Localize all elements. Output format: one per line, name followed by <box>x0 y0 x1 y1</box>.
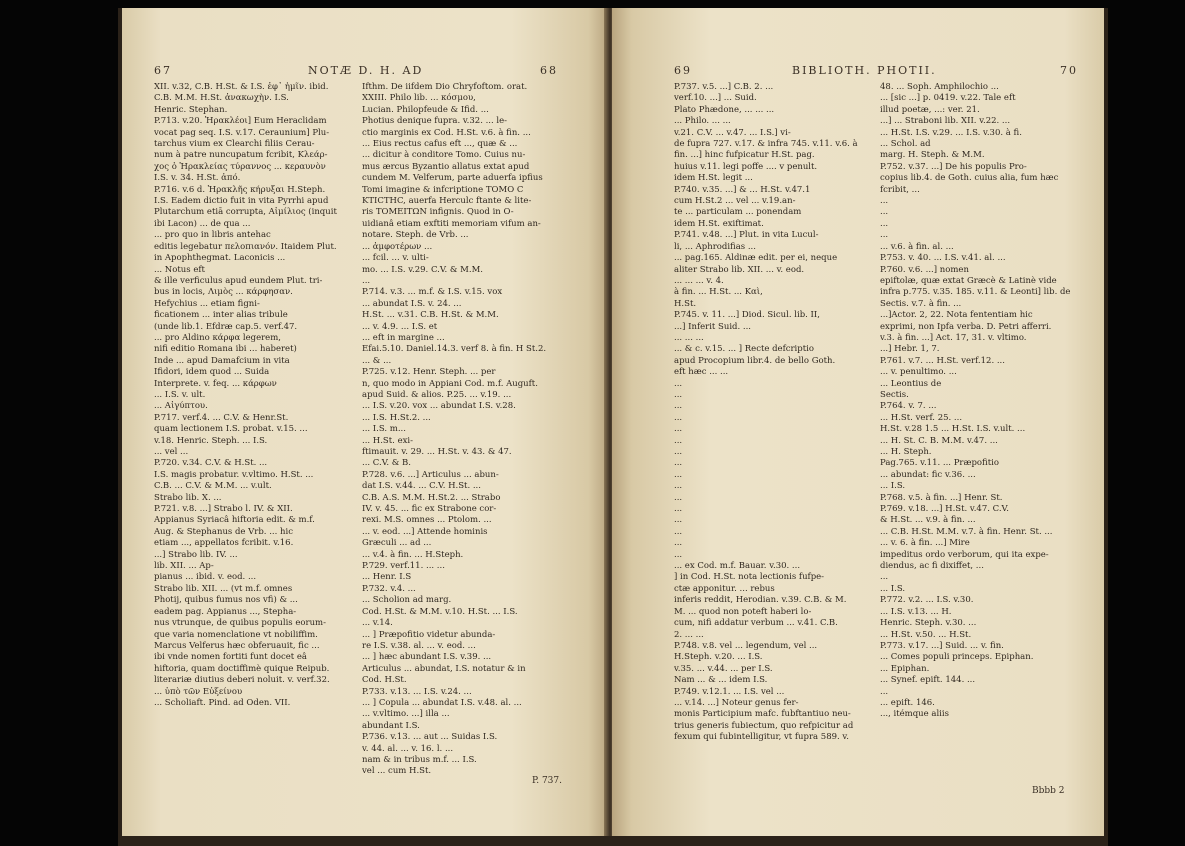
text-line: pianus ... ibid. v. eod. ... <box>154 572 257 583</box>
text-line: Aug. & Stephanus de Vrb. ... hic <box>154 526 293 537</box>
left-page <box>122 8 608 836</box>
text-line: ... ὑπὸ τῶν Εὐξείνου <box>154 686 243 697</box>
running-head-left: NOTÆ D. H. AD <box>308 64 424 77</box>
text-line: ... I.S. H.St.2. ... <box>362 412 431 423</box>
text-line: Tomi imagine & infcriptione TOMO C <box>362 184 524 195</box>
text-line: P.749. v.12.1. ... I.S. vel ... <box>674 686 785 697</box>
text-line: idem H.St. legit ... <box>674 173 753 184</box>
text-line: Ifthm. De iifdem Dio Chryfoftom. orat. <box>362 82 528 92</box>
text-line: ... <box>674 424 683 435</box>
text-line: Plato Phædone, ... ... ... <box>674 104 775 115</box>
text-line: ... Epiphan. <box>880 663 930 674</box>
text-line: ctio marginis ex Cod. H.St. v.6. à fin. ... <box>362 127 531 138</box>
text-line: eft hæc ... ... <box>674 367 729 378</box>
text-line: ctæ apponitur. ... rebus <box>674 583 775 594</box>
text-line: Strabo lib. XII. ... (vt m.f. omnes <box>154 583 293 594</box>
text-line: inferis reddit, Herodian. v.39. C.B. & M. <box>674 595 847 606</box>
text-line: & ille verficulus apud eundem Plut. tri- <box>154 275 323 286</box>
text-line: v.3. à fin. ...] Act. 17, 31. v. vltimo. <box>880 332 1027 343</box>
text-line: ... v. 6. à fin. ...] Mire <box>880 538 970 549</box>
text-line: ... ] hæc abundant I.S. v.39. ... <box>362 652 492 663</box>
right-page-column-2 <box>880 82 1076 721</box>
running-head-right: BIBLIOTH. PHOTII. <box>792 64 937 77</box>
text-line: Interprete. v. feq. ... κάρφων <box>154 378 277 389</box>
text-line: ... ... ... <box>674 332 704 343</box>
text-line: uidianâ etiam exftiti memoriam vifum an- <box>362 218 541 229</box>
text-line: ... pag.165. Aldinæ edit. per ei, neque <box>674 253 838 264</box>
text-line: Photij, quibus fumus nos vfi) & ... <box>154 595 298 606</box>
text-line: Cod. H.St. <box>362 675 407 686</box>
text-line: monis Participium mafc. fubftantiuo neu- <box>674 709 851 720</box>
text-line: ... <box>674 378 683 389</box>
text-line: ... v. penultimo. ... <box>880 367 957 378</box>
text-line: lib. XII. ... Ap- <box>154 561 214 572</box>
text-line: P.764. v. 7. ... <box>880 401 937 412</box>
text-line: ... ] Copula ... abundat I.S. v.48. al. ... <box>362 697 522 708</box>
text-line: (unde lib.1. Efdræ cap.5. verf.47. <box>154 321 298 332</box>
text-line: P.773. v.17. ...] Suid. ... v. fin. <box>880 640 1004 651</box>
text-line: I.S. magis probatur. v.vltimo. H.St. ... <box>154 469 314 480</box>
text-line: ... <box>674 458 683 469</box>
text-line: v.35. ... v.44. ... per I.S. <box>674 663 773 674</box>
text-line: ftimauit. v. 29. ... H.St. v. 43. & 47. <box>362 447 512 457</box>
text-line: ... H. St. C. B. M.M. v.47. ... <box>880 435 998 446</box>
text-line: ... H.St. I.S. v.29. ... I.S. v.30. à fi. <box>880 127 1022 138</box>
text-line: Sectis. <box>880 389 909 400</box>
text-line: ... C.B. H.St. M.M. v.7. à fin. Henr. St. ... <box>880 526 1053 537</box>
text-line: Sectis. v.7. à fin. ... <box>880 298 962 309</box>
text-line: ... epift. 146. <box>880 697 935 708</box>
text-line: P.732. v.4. ... <box>362 583 416 594</box>
text-line: ... [sic ...] p. 0419. v.22. Tale eft <box>880 93 1016 104</box>
text-line: P.761. v.7. ... H.St. verf.12. ... <box>880 355 1005 366</box>
text-line: à fin. ... H.St. ... Kαὶ, <box>674 287 763 298</box>
text-line: fexum qui fubintelligitur, vt fupra 589. v. <box>674 732 849 743</box>
text-line: Ifidori, idem quod ... Suida <box>154 367 270 378</box>
text-line: ... v.4. à fin. ... H.Steph. <box>362 549 464 560</box>
text-line: ... H. Steph. <box>880 447 932 457</box>
text-line: ... <box>674 435 683 446</box>
text-line: P.728. v.6. ...] Articulus ... abun- <box>362 469 499 480</box>
text-line: ... <box>674 481 683 492</box>
text-line: Græculi ... ad ... <box>362 538 432 549</box>
text-line: ... <box>674 504 683 515</box>
text-line: ... I.S. v.20. vox ... abundat I.S. v.28. <box>362 401 516 412</box>
text-line: ... ... ... v. 4. <box>674 275 724 286</box>
text-line: aliter Strabo lib. XII. ... v. eod. <box>674 264 805 275</box>
text-line: ... dicitur à conditore Tomo. Cuius nu- <box>362 150 526 161</box>
text-line: ... C.V. & B. <box>362 458 411 469</box>
text-line: apud Suid. & alios. P.25. ... v.19. ... <box>362 389 512 400</box>
text-line: C.B. ... C.V. & M.M. ... v.ult. <box>154 481 272 492</box>
text-line: ... I.S. <box>880 583 906 594</box>
text-line: C.B. A.S. M.M. H.St.2. ... Strabo <box>362 492 501 503</box>
text-line: P.745. v. 11. ...] Diod. Sicul. lib. II, <box>674 310 820 321</box>
text-line: Photius denique fupra. v.32. ... le- <box>362 116 508 127</box>
text-line: ... Eius rectus cafus eft ..., quæ & ... <box>362 139 518 150</box>
text-line: IV. v. 45. ... fic ex Strabone cor- <box>362 504 497 515</box>
right-page <box>612 8 1104 836</box>
text-line: ... <box>674 447 683 457</box>
text-line: ... Notus eft <box>154 264 205 275</box>
text-line: ..., itémque aliis <box>880 709 949 720</box>
text-line: vocat pag seq. I.S. v.17. Ceraunium] Plu- <box>154 127 330 138</box>
text-line: χος ὁ Ἡρακλείας τύραννος ... κεραυνὸν <box>154 161 326 172</box>
text-line: bus in locis, Λιμὸς ... κάρφησαν. <box>154 287 293 298</box>
text-line: ... <box>880 230 889 241</box>
text-line: XII. v.32, C.B. H.St. & I.S. ἐφ᾽ ἡμῖν. ibid. <box>154 82 329 92</box>
text-line: trius generis fubiectum, quo refpicitur ad <box>674 720 854 731</box>
text-line: P.760. v.6. ...] nomen <box>880 264 969 275</box>
text-line: Cod. H.St. & M.M. v.10. H.St. ... I.S. <box>362 606 518 617</box>
page-number-69: 69 <box>674 64 692 77</box>
text-line: P.720. v.34. C.V. & H.St. ... <box>154 458 268 469</box>
text-line: vel ... cum H.St. <box>362 766 432 777</box>
text-line: ... <box>674 412 683 423</box>
text-line: ...] ... Straboni lib. XII. v.22. ... <box>880 116 1011 127</box>
text-line: P.752. v.37. ...] De his populis Pro- <box>880 161 1027 172</box>
text-line: ...] Inferit Suid. ... <box>674 321 751 332</box>
text-line: ... v.6. à fin. al. ... <box>880 241 954 252</box>
text-line: ... vel ... <box>154 447 189 457</box>
text-line: P.769. v.18. ...] H.St. v.47. C.V. <box>880 504 1009 515</box>
text-line: apud Procopium libr.4. de bello Goth. <box>674 355 836 366</box>
text-line: ... Αἰγύπτου. <box>154 401 208 412</box>
text-line: v.18. Henric. Steph. ... I.S. <box>154 435 268 446</box>
text-line: ... v.14. <box>362 618 393 629</box>
text-line: cum H.St.2 ... vel ... v.19.an- <box>674 196 796 207</box>
text-line: ... v. eod. ...] Attende hominis <box>362 526 488 537</box>
text-line: M. ... quod non poteft haberi lo- <box>674 606 812 617</box>
text-line: nus vtrunque, de quibus populis eorum- <box>154 618 326 629</box>
text-line: ... v.vltimo. ...] illa ... <box>362 709 450 720</box>
text-line: ... ] Præpofitio videtur abunda- <box>362 629 496 640</box>
text-line: Nam ... & ... idem I.S. <box>674 675 768 686</box>
text-line: Articulus ... abundat, I.S. notatur & in <box>362 663 526 674</box>
text-line: ... <box>674 492 683 503</box>
text-line: epiftolæ, quæ extat Græcè & Latinè vide <box>880 275 1057 286</box>
text-line: Henric. Steph. v.30. ... <box>880 618 977 629</box>
text-line: notare. Steph. de Vrb. ... <box>362 230 469 241</box>
text-line: ... abundat I.S. v. 24. ... <box>362 298 462 309</box>
page-number-70: 70 <box>1060 64 1078 77</box>
text-line: idem H.St. exiftimat. <box>674 218 764 229</box>
text-line: ... abundat: fic v.36. ... <box>880 469 976 480</box>
text-line: Efai.5.10. Daniel.14.3. verf 8. à fin. H St.2. <box>362 344 547 355</box>
text-line: ... v. 4.9. ... I.S. et <box>362 321 438 332</box>
text-line: ... <box>674 526 683 537</box>
text-line: literariæ diutius deberi noluit. v. verf.32. <box>154 675 330 686</box>
text-line: ... Henr. I.S <box>362 572 412 583</box>
text-line: abundant I.S. <box>362 720 420 731</box>
text-line: ... <box>880 218 889 229</box>
text-line: copius lib.4. de Goth. cuius alia, fum hæc <box>880 173 1059 184</box>
left-page-column-2 <box>362 82 558 778</box>
text-line: ... Scholion ad marg. <box>362 595 452 606</box>
text-line: de fupra 727. v.17. & infra 745. v.11. v.6. à <box>674 139 858 150</box>
text-line: Pag.765. v.11. ... Præpofitio <box>880 458 999 469</box>
text-line: ... <box>674 401 683 412</box>
text-line: fcribit, ... <box>880 184 920 195</box>
text-line: Marcus Velferus hæc obferuauit, fic ... <box>154 640 320 651</box>
text-line: quam lectionem I.S. probat. v.15. ... <box>154 424 308 435</box>
text-line: P.714. v.3. ... m.f. & I.S. v.15. vox <box>362 287 503 298</box>
text-line: P.753. v. 40. ... I.S. v.41. al. ... <box>880 253 1006 264</box>
text-line: ... <box>674 515 683 526</box>
text-line: ... H.St. v.50. ... H.St. <box>880 629 972 640</box>
text-line: ...]Actor. 2, 22. Nota fententiam hic <box>880 310 1033 321</box>
text-line: que varia nomenclatione vt nobiliffim. <box>154 629 318 640</box>
text-line: rexi. M.S. omnes ... Ptolom. ... <box>362 515 492 526</box>
text-line: ... <box>880 686 889 697</box>
text-line: KTICTHC, auerfa Herculc ftante & lite- <box>362 196 532 207</box>
text-line: ... & c. v.15. ... ] Recte defcriptio <box>674 344 814 355</box>
text-line: n, quo modo in Appiani Cod. m.f. Auguft. <box>362 378 538 389</box>
text-line: exprimi, non Ipfa verba. D. Petri afferri. <box>880 321 1052 332</box>
text-line: re I.S. v.38. al. ... v. eod. ... <box>362 640 476 651</box>
text-line: cum, nifi addatur verbum ... v.41. C.B. <box>674 618 838 629</box>
text-line: illud poetæ, ...: ver. 21. <box>880 104 980 115</box>
text-line: ... <box>674 538 683 549</box>
text-line: P.725. v.12. Henr. Steph. ... per <box>362 367 496 378</box>
text-line: ... I.S. v.13. ... H. <box>880 606 952 617</box>
text-line: etiam ..., appellatos fcribit. v.16. <box>154 538 294 549</box>
text-line: impeditus ordo verborum, qui ita expe- <box>880 549 1049 560</box>
text-line: eadem pag. Appianus ..., Stepha- <box>154 606 297 617</box>
text-line: ... Scholiaft. Pind. ad Oden. VII. <box>154 697 291 708</box>
text-line: P.741. v.48. ...] Plut. in vita Lucul- <box>674 230 819 241</box>
right-page-column-1 <box>674 82 870 744</box>
text-line: ... Philo. ... ... <box>674 116 731 127</box>
text-line: nam & in tribus m.f. ... I.S. <box>362 754 477 765</box>
text-line: ... I.S. <box>880 481 906 492</box>
text-line: Inde ... apud Damafcium in vita <box>154 355 290 366</box>
text-line: nifi editio Romana ibi ... haberet) <box>154 344 297 355</box>
text-line: v.21. C.V. ... v.47. ... I.S.] vi- <box>674 127 791 138</box>
text-line: Strabo lib. X. ... <box>154 492 222 503</box>
text-line: ... <box>362 275 371 286</box>
text-line: Lucian. Philopfeude & Ifid. ... <box>362 104 489 115</box>
text-line: ...] Strabo lib. IV. ... <box>154 549 238 560</box>
text-line: P.717. verf.4. ... C.V. & Henr.St. <box>154 412 289 423</box>
text-line: ris TOMEITΩN infignis. Quod in O- <box>362 207 514 218</box>
text-line: marg. H. Steph. & M.M. <box>880 150 985 161</box>
text-line: XXIII. Philo lib. ... κόσμου, <box>362 93 476 104</box>
text-line: H.St. <box>674 298 697 309</box>
text-line: Henric. Stephan. <box>154 104 228 115</box>
text-line: Appianus Syriacâ hiftoria edit. & m.f. <box>154 515 315 526</box>
text-line: dat I.S. v.44. ... C.V. H.St. ... <box>362 481 481 492</box>
text-line: ... I.S. m... <box>362 424 406 435</box>
text-line: I.S. v. 34. H.St. ἀπό. <box>154 173 241 184</box>
page-number-67: 67 <box>154 64 172 77</box>
text-line: ... ἀμφοτέρων ... <box>362 241 433 252</box>
left-page-column-1 <box>154 82 350 709</box>
text-line: P.748. v.8. vel ... legendum, vel ... <box>674 640 818 651</box>
text-line: num à patre nuncupatum fcribit, Κλεάρ- <box>154 150 328 161</box>
text-line: diendus, ac fi dixiffet, ... <box>880 561 984 572</box>
text-line: 48. ... Soph. Amphilochio ... <box>880 82 999 92</box>
text-line: Plutarchum etiā corrupta, Αἰμίλιος (inquit <box>154 207 337 218</box>
text-line: cundem M. Velferum, parte aduerfa ipfius <box>362 173 543 184</box>
text-line: ... eft in margine ... <box>362 332 445 343</box>
text-line: ... pro Aldino κάρφα legerem, <box>154 332 281 343</box>
text-line: P.729. verf.11. ... ... <box>362 561 445 572</box>
text-line: P.721. v.8. ...] Strabo l. IV. & XII. <box>154 504 293 515</box>
text-line: Hefychius ... etiam figni- <box>154 298 260 309</box>
text-line: P.713. v.20. Ἡρακλέοι] Eum Heraclidam <box>154 116 327 127</box>
text-line: H.St. v.28 1.5 ... H.St. I.S. v.ult. ... <box>880 424 1026 435</box>
text-line: ... <box>880 572 889 583</box>
catchword-signature: Bbbb 2 <box>1032 786 1065 796</box>
text-line: P.716. v.6 d. Ἡρακλῆς κήρυξαι H.Steph. <box>154 184 326 195</box>
text-line: verf.10. ...] ... Suid. <box>674 93 757 104</box>
text-line: ibi vnde nomen fortiti funt docet eâ <box>154 652 307 663</box>
text-line: ficationem ... inter alias tribule <box>154 310 288 321</box>
text-line: ... H.St. exi- <box>362 435 413 446</box>
text-line: ] in Cod. H.St. nota lectionis fufpe- <box>674 572 825 583</box>
page-number-68: 68 <box>540 64 558 77</box>
text-line: ... H.St. verf. 25. ... <box>880 412 963 423</box>
text-line: ... Comes populi princeps. Epiphan. <box>880 652 1034 663</box>
text-line: mus ærcus Byzantio allatus extat apud <box>362 161 530 172</box>
text-line: huius v.11. legi poffe .... v penult. <box>674 161 818 172</box>
text-line: ... ex Cod. m.f. Bauar. v.30. ... <box>674 561 801 572</box>
text-line: ... Leontius de <box>880 378 942 389</box>
text-line: ... <box>880 207 889 218</box>
text-line: & H.St. ... v.9. à fin. ... <box>880 515 976 526</box>
text-line: H.Steph. v.20. ... I.S. <box>674 652 763 663</box>
text-line: infra p.775. v.35. 185. v.11. & Leonti] lib. de <box>880 287 1071 298</box>
text-line: tarchus vium ex Clearchi filiis Cerau- <box>154 139 315 150</box>
text-line: C.B. M.M. H.St. ἀνακωχὴν. I.S. <box>154 93 289 104</box>
text-line: te ... particulam ... ponendam <box>674 207 802 218</box>
text-line: ... & ... <box>362 355 392 366</box>
text-line: ... v.14. ...] Noteur genus fer- <box>674 697 799 708</box>
text-line: P.740. v.35. ...] & ... H.St. v.47.1 <box>674 184 811 195</box>
text-line: ... <box>880 196 889 207</box>
text-line: mo. ... I.S. v.29. C.V. & M.M. <box>362 264 483 275</box>
text-line: ... I.S. v. ult. <box>154 389 206 400</box>
text-line: H.St. ... v.31. C.B. H.St. & M.M. <box>362 310 499 321</box>
text-line: ...] Hebr. 1, 7. <box>880 344 940 355</box>
open-book <box>118 8 1108 846</box>
text-line: in Apophthegmat. Laconicis ... <box>154 253 286 264</box>
text-line: P.768. v.5. à fin. ...] Henr. St. <box>880 492 1003 503</box>
text-line: ... Synef. epift. 144. ... <box>880 675 976 686</box>
text-line: ... <box>674 549 683 560</box>
text-line: hiftoria, quam doctiffimè quique Reipub. <box>154 663 330 674</box>
text-line: editis legebatur πελοπιανόν. Itaidem Plut. <box>154 241 337 252</box>
text-line: ... Schol. ad <box>880 139 931 150</box>
text-line: P.772. v.2. ... I.S. v.30. <box>880 595 974 606</box>
text-line: ... <box>674 389 683 400</box>
text-line: ... <box>674 469 683 480</box>
text-line: ibi Lacon) ... de qua ... <box>154 218 251 229</box>
text-line: li, ... Aphrodifias ... <box>674 241 756 252</box>
text-line: 2. ... ... <box>674 629 704 640</box>
text-line: P.733. v.13. ... I.S. v.24. ... <box>362 686 472 697</box>
catchword-left: P. 737. <box>532 776 562 786</box>
text-line: ... pro quo in libris antehac <box>154 230 271 241</box>
text-line: v. 44. al. ... v. 16. l. ... <box>362 743 454 754</box>
text-line: I.S. Eadem dictio fuit in vita Pyrrhi apud <box>154 196 329 207</box>
text-line: fin. ...] hinc fufpicatur H.St. pag. <box>674 150 815 161</box>
text-line: P.736. v.13. ... aut ... Suidas I.S. <box>362 732 498 743</box>
text-line: ... fcil. ... v. ulti- <box>362 253 429 264</box>
text-line: P.737. v.5. ...] C.B. 2. ... <box>674 82 774 92</box>
